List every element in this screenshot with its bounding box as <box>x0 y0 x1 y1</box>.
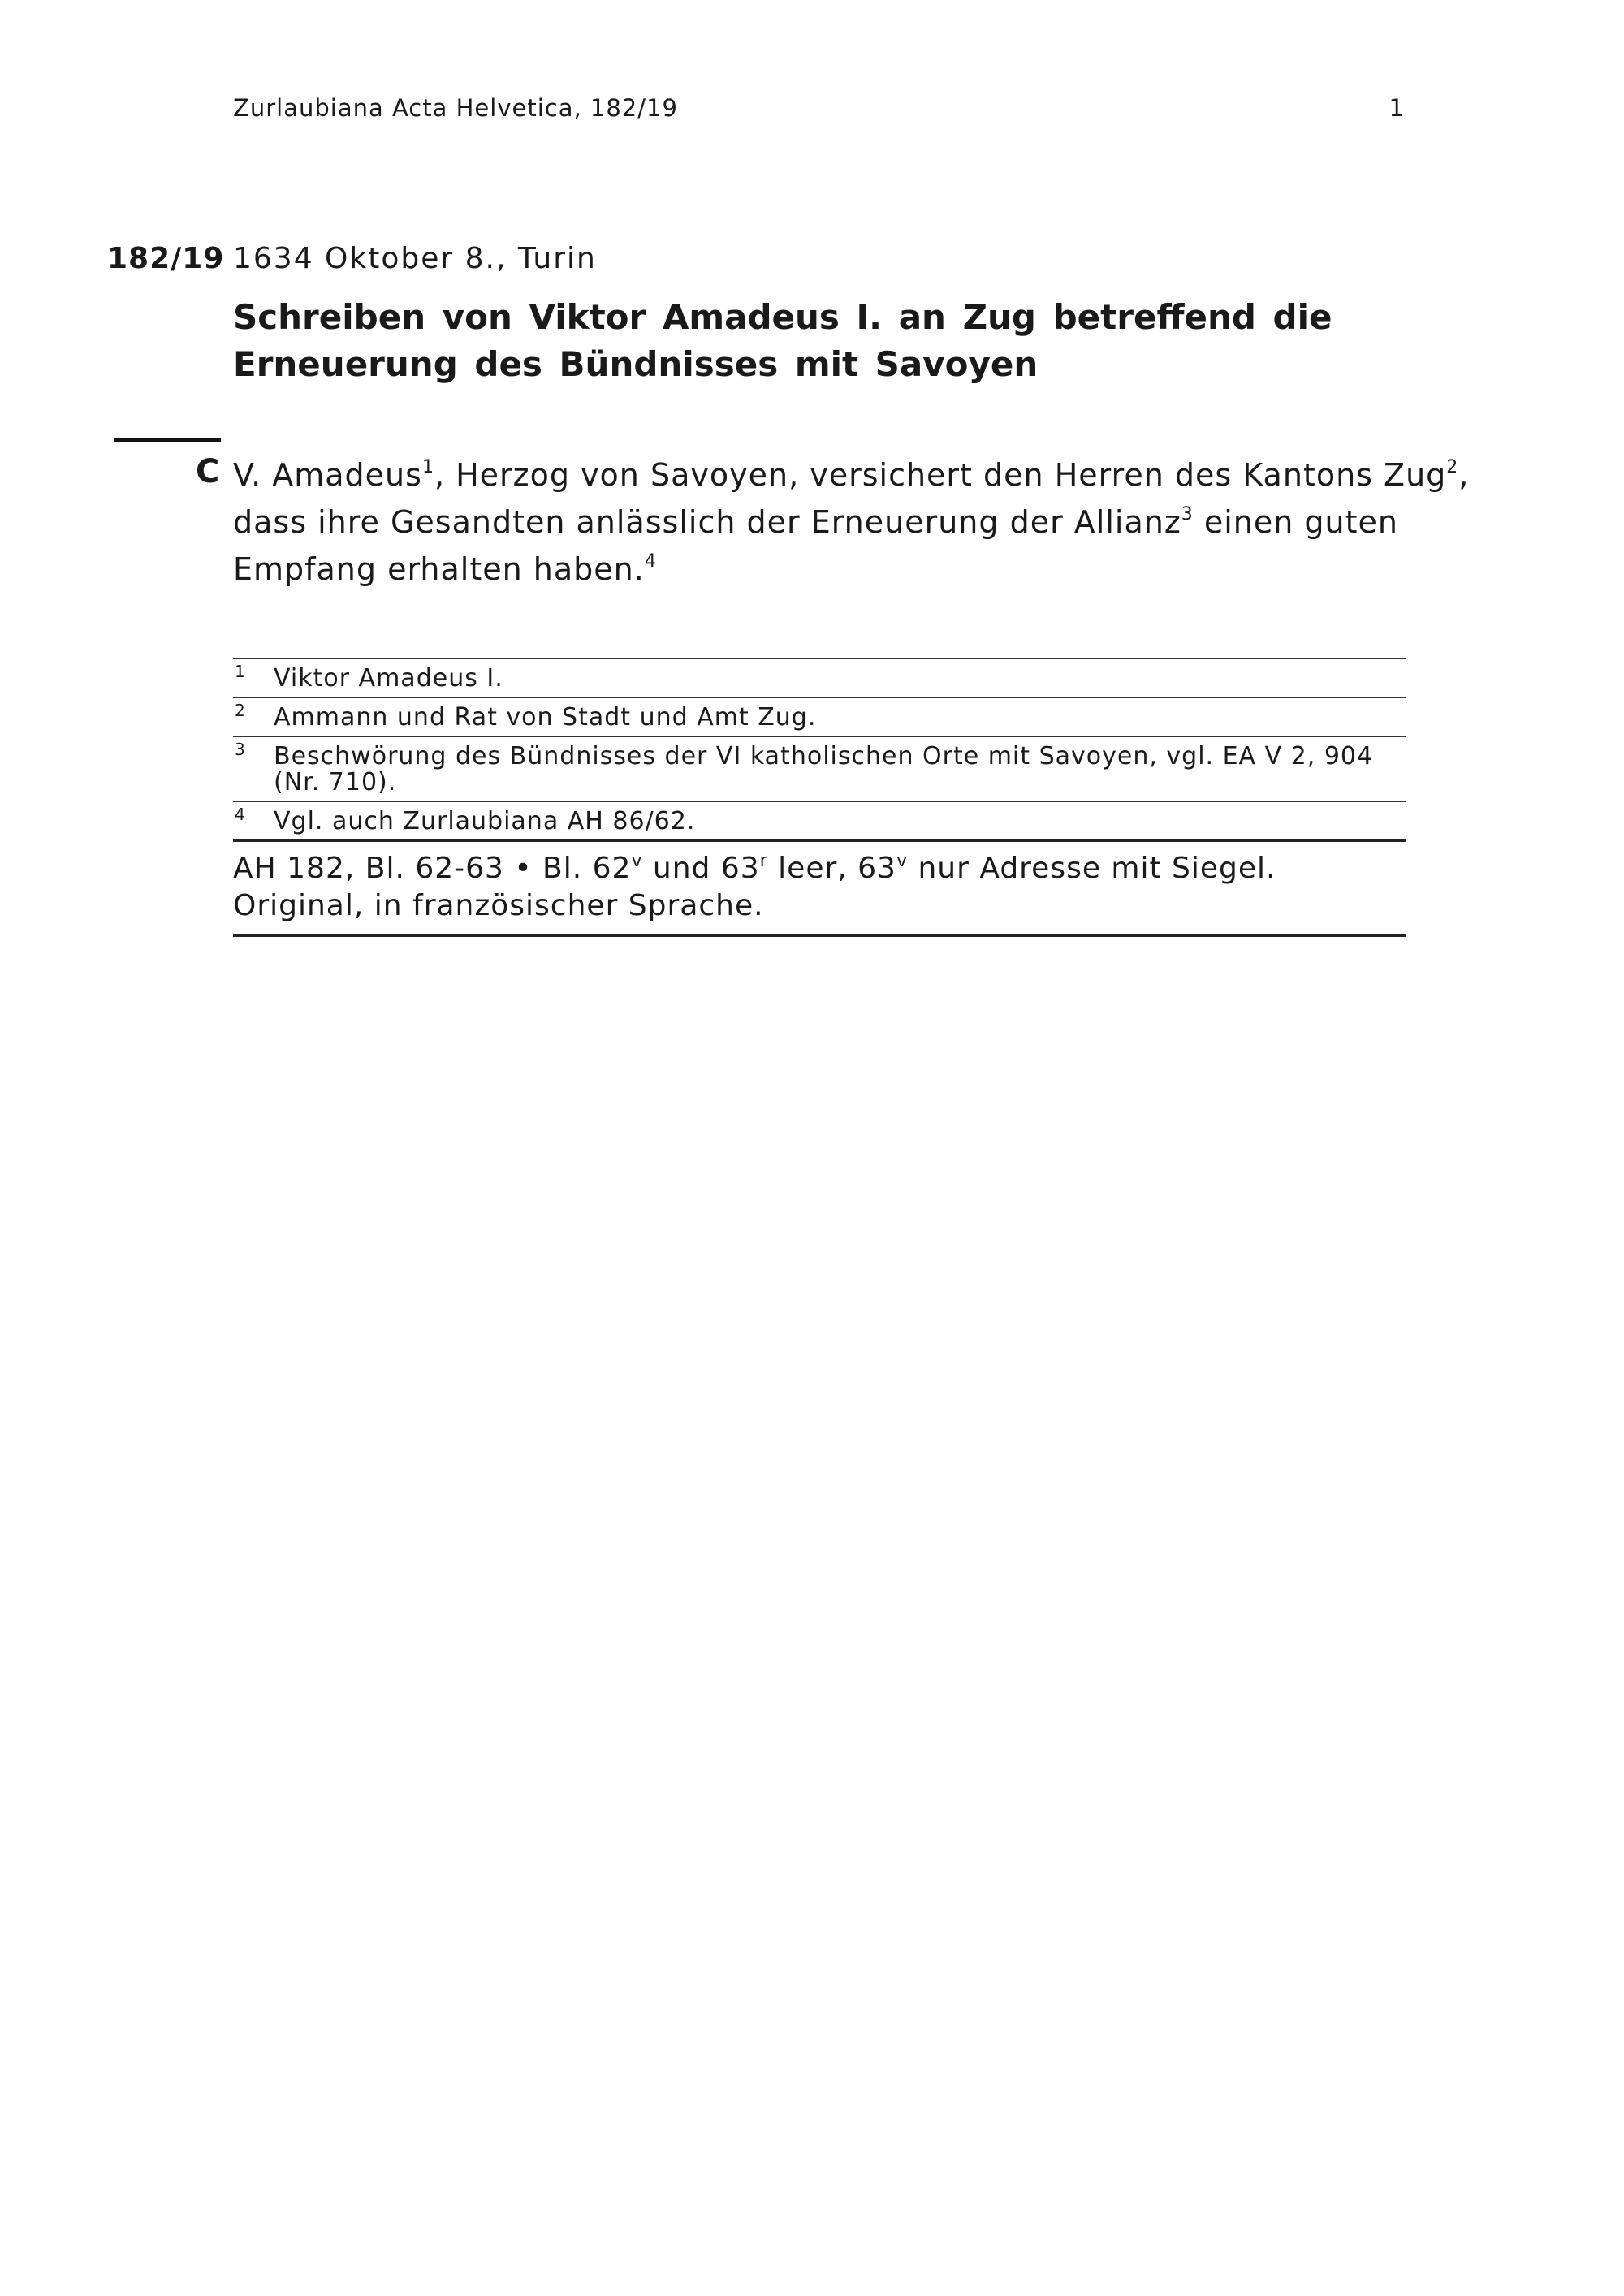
document-number: 182/19 <box>107 242 225 275</box>
regest-line-2 <box>233 498 1419 546</box>
page-number: 1 <box>1389 94 1405 122</box>
footnote <box>233 658 1406 697</box>
footnote <box>233 801 1406 839</box>
regest-text-span: einen guten <box>1193 504 1398 540</box>
regest-text-span: , Herzog von Savoyen, versichert den Herren des Kantons Zug <box>434 457 1447 493</box>
document-title-line-1: Schreiben von Viktor Amadeus I. an Zug betreffend die <box>233 297 1332 337</box>
document-date-place: 1634 Oktober 8., Turin <box>233 242 597 275</box>
regest-text-span: dass ihre Gesandten anlässlich der Erneuerung der Allianz <box>233 504 1181 540</box>
footnote-number: 2 <box>235 701 246 720</box>
regest-text-span: V. Amadeus <box>233 457 422 493</box>
footnote-ref-4[interactable]: 4 <box>644 551 657 572</box>
regest-text-span: Empfang erhalten haben. <box>233 551 645 587</box>
running-title: Zurlaubiana Acta Helvetica, 182/19 <box>233 94 678 122</box>
footnote-ref-1[interactable]: 1 <box>421 457 434 477</box>
footnote-ref-2[interactable]: 2 <box>1446 457 1459 477</box>
regest-line-3 <box>233 546 1419 593</box>
footnote-number: 4 <box>235 805 246 824</box>
source-line-2: Original, in französischer Sprache. <box>233 889 764 922</box>
folio-side-mark: r <box>759 851 768 871</box>
folio-side-mark: v <box>896 851 908 871</box>
regest-text-span: , <box>1458 457 1470 493</box>
regest-text <box>233 451 1470 593</box>
source-line-1 <box>233 850 1406 887</box>
regest-line-1 <box>233 451 1470 498</box>
footnote <box>233 736 1406 801</box>
footnotes-block <box>233 658 1406 937</box>
source-text-span: und 63 <box>642 852 760 885</box>
running-header <box>233 94 1405 127</box>
document-title <box>233 294 1332 388</box>
footnote-text: Vgl. auch Zurlaubiana AH 86/62. <box>274 807 696 835</box>
footnote-ref-3[interactable]: 3 <box>1181 504 1194 524</box>
folio-side-mark: v <box>631 851 643 871</box>
footnote <box>233 697 1406 736</box>
footnote-text: Beschwörung des Bündnisses der VI katholischen Orte mit Savoyen, vgl. EA V 2, 904 (Nr. 710). <box>274 742 1374 796</box>
source-text-span: nur Adresse mit Siegel. <box>908 852 1276 885</box>
margin-letter: C <box>196 453 220 490</box>
source-text-span: leer, 63 <box>767 852 896 885</box>
footnote-number: 1 <box>235 662 246 681</box>
footnote-text: Ammann und Rat von Stadt und Amt Zug. <box>274 703 817 732</box>
footnote-text: Viktor Amadeus I. <box>274 664 503 693</box>
document-title-line-2: Erneuerung des Bündnisses mit Savoyen <box>233 344 1039 384</box>
footnote-number: 3 <box>235 740 246 759</box>
source-text-span: AH 182, Bl. 62-63 • Bl. 62 <box>233 852 632 885</box>
margin-rule <box>114 438 221 442</box>
source-note <box>233 839 1406 937</box>
